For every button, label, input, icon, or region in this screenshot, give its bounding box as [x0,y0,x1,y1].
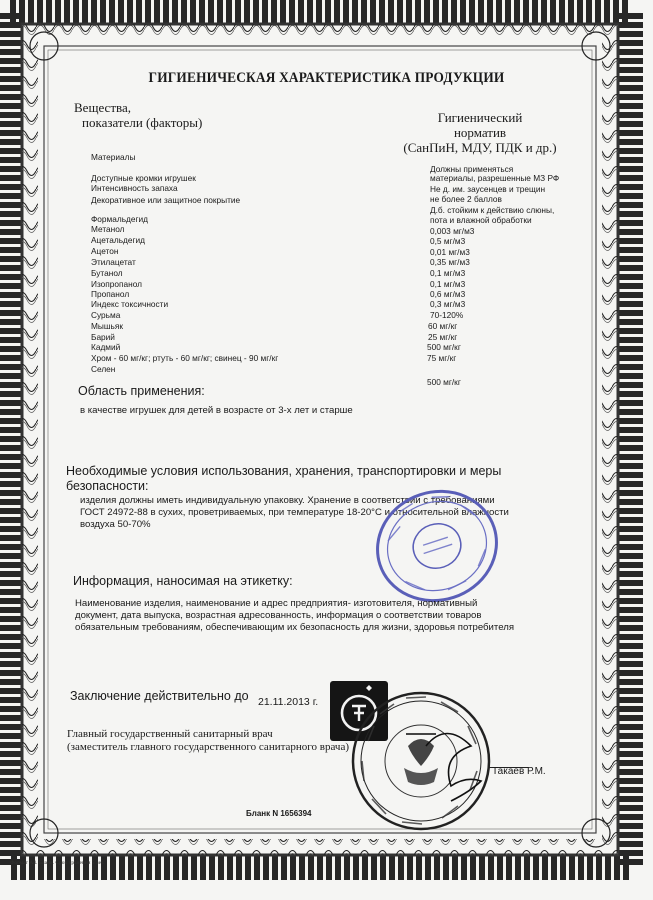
label-info-line: обязательным требованиям, обеспечивающим их безопасность для жизни, здоровья потребителя [75,622,515,633]
conditions-text-line: воздуха 50-70% [80,519,151,530]
label-info-title: Информация, наносимая на этикетку: [73,574,293,588]
conditions-text-line: ГОСТ 24972-88 в сухих, проветриваемых, при температуре 18-20°С и относительной влажности [80,507,509,518]
norm-value: материалы, разрешенные МЗ РФ [430,173,560,183]
norm-value: 0,003 мг/м3 [430,226,475,236]
row-label: Материалы [91,152,136,162]
row-label: Хром - 60 мг/кг; ртуть - 60 мг/кг; свинец - 90 мг/кг [91,353,279,363]
norm-value: 0,1 мг/м3 [430,268,466,278]
row-label: Доступные кромки игрушек [91,173,196,183]
row-label: Декоративное или защитное покрытие [91,195,241,205]
norm-value: 0,6 мг/м3 [430,289,466,299]
row-label: Метанол [91,224,125,234]
doctor-title-deputy: (заместитель главного государственного санитарного врача) [67,741,350,753]
validity-label: Заключение действительно до [70,689,249,703]
row-label: Сурьма [91,310,121,320]
row-label: Мышьяк [91,321,123,331]
document-title: ГИГИЕНИЧЕСКАЯ ХАРАКТЕРИСТИКА ПРОДУКЦИИ [148,70,505,86]
norm-header-line: Гигиенический [437,110,523,125]
form-footer: Формат А4. Бланк. Срок хранения 5 лет. [10,860,105,866]
row-label: Формальдегид [91,214,148,224]
row-label: Пропанол [91,289,130,299]
official-seal [346,686,496,836]
validity-date: 21.11.2013 г. [258,696,319,708]
row-label: Интенсивность запаха [91,183,178,193]
row-label: Кадмий [91,342,121,352]
doctor-title: Главный государственный санитарный врач [67,728,273,740]
signer-name: Такаев Р.М. [492,766,546,777]
norm-header-line: норматив [453,125,507,140]
conditions-text-line: изделия должны иметь индивидуальную упаковку. Хранение в соответствии с требованиями [80,495,495,506]
norm-header [380,110,580,155]
substances-header-line: показатели (факторы) [82,115,203,130]
norm-value: пота и влажной обработки [430,215,532,225]
norm-header-line: (СанПиН, МДУ, ПДК и др.) [403,140,557,155]
norm-value: не более 2 баллов [430,194,502,204]
label-info-line: документ, дата выпуска, возрастная адресованность, информация о соответствии товаров [75,610,482,621]
norm-value: 0,35 мг/м3 [430,257,470,267]
norm-value: 75 мг/кг [427,353,457,363]
scope-text: в качестве игрушек для детей в возрасте от 3-х лет и старше [80,405,353,416]
row-label: Индекс токсичности [91,299,169,309]
blank-number: Бланк N 1656394 [246,809,312,818]
substances-header [74,100,202,130]
norm-value: 0,5 мг/м3 [430,236,466,246]
row-label: Бутанол [91,268,123,278]
norm-value: 0,01 мг/м3 [430,247,470,257]
label-info-line: Наименование изделия, наименование и адрес предприятия- изготовителя, нормативный [75,598,478,609]
norm-value: 70-120% [430,310,464,320]
norm-value: 25 мг/кг [428,332,458,342]
norm-value: 500 мг/кг [427,377,461,387]
row-label: Барий [91,332,115,342]
row-label: Ацетальдегид [91,235,145,245]
row-label: Изопропанол [91,279,142,289]
row-label: Ацетон [91,246,119,256]
norm-value: 60 мг/кг [428,321,458,331]
norm-value: 500 мг/кг [427,342,461,352]
norm-value: Не д. им. заусенцев и трещин [430,184,546,194]
norm-value: Должны применяться [430,164,514,174]
conditions-title-line: безопасности: [66,479,149,493]
conditions-title-line: Необходимые условия использования, хранения, транспортировки и меры [66,464,502,478]
organization-stamp [372,486,502,606]
scope-title: Область применения: [78,384,205,398]
norm-value: 0,3 мг/м3 [430,299,466,309]
row-label: Этилацетат [91,257,136,267]
norm-value: Д.б. стойким к действию слюны, [430,205,555,215]
substances-header-line: Вещества, [74,100,131,115]
norm-value: 0,1 мг/м3 [430,279,466,289]
row-label: Селен [91,364,116,374]
